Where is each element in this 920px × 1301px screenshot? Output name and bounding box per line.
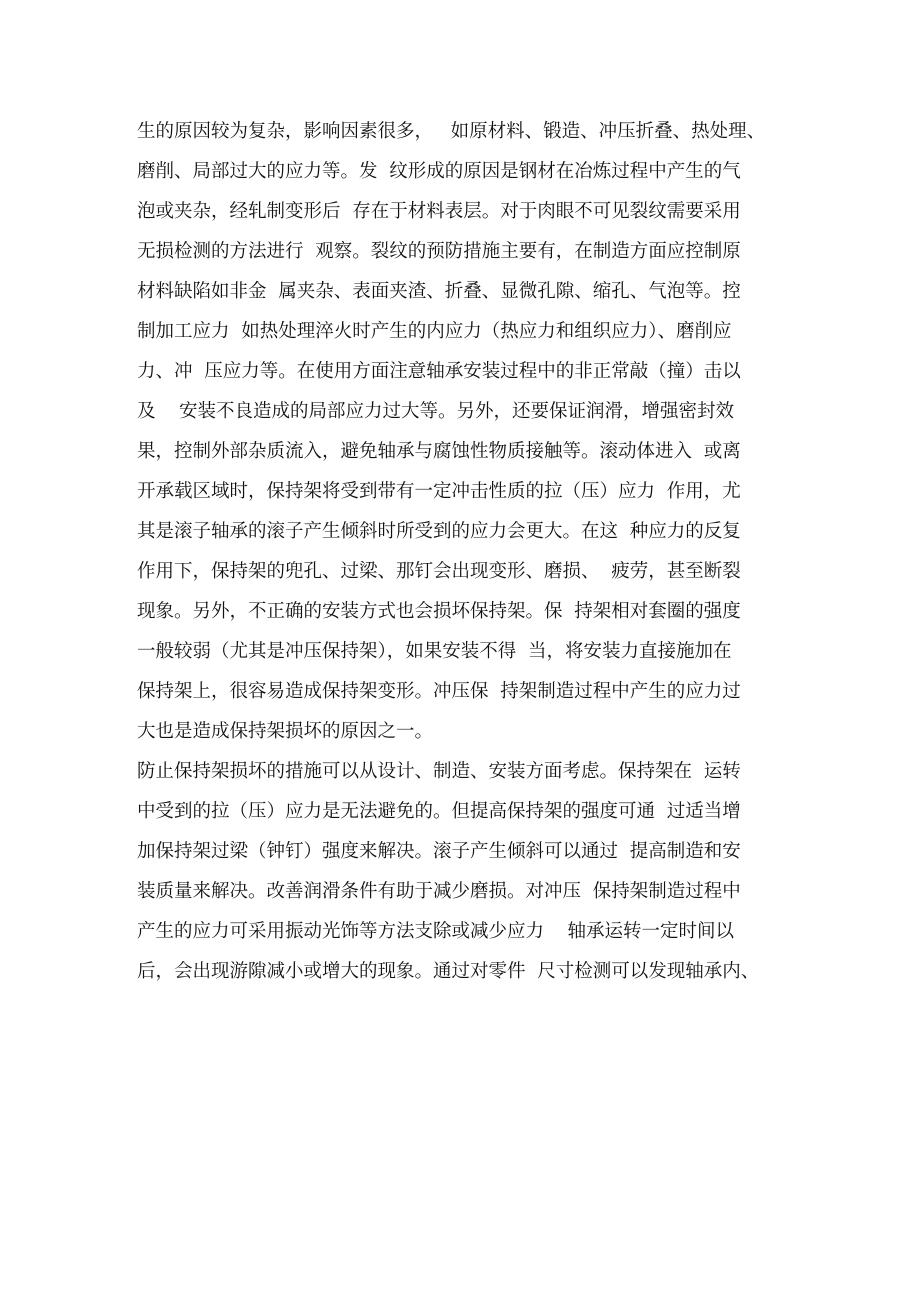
text-line: 其是滚子轴承的滚子产生倾斜时所受到的应力会更大。在这 种应力的反复 — [137, 521, 741, 542]
text-line: 大也是造成保持架损坏的原因之一。 — [137, 721, 434, 742]
text-line: 现象。另外，不正确的安装方式也会损坏保持架。保 持架相对套圈的强度 — [137, 601, 741, 622]
text-line: 装质量来解决。改善润滑条件有助于减少磨损。对冲压 保持架制造过程中 — [137, 881, 741, 902]
text-line: 防止保持架损坏的措施可以从设计、制造、安装方面考虑。保持架在 运转 — [137, 761, 741, 782]
text-line: 保持架上，很容易造成保持架变形。冲压保 持架制造过程中产生的应力过 — [137, 681, 741, 702]
text-line: 制加工应力 如热处理淬火时产生的内应力（热应力和组织应力）、磨削应 — [137, 321, 732, 342]
text-line: 生的原因较为复杂，影响因素很多， 如原材料、锻造、冲压折叠、热处理、 — [137, 121, 766, 142]
text-line: 一般较弱（尤其是冲压保持架），如果安装不得 当，将安装力直接施加在 — [137, 641, 732, 662]
text-line: 果，控制外部杂质流入，避免轴承与腐蚀性物质接触等。滚动体进入 或离 — [137, 441, 741, 462]
text-line: 中受到的拉（压）应力是无法避免的。但提高保持架的强度可通 过适当增 — [137, 801, 741, 822]
text-line: 磨削、局部过大的应力等。发 纹形成的原因是钢材在冶炼过程中产生的气 — [137, 161, 741, 182]
text-line: 力、冲 压应力等。在使用方面注意轴承安装过程中的非正常敲（撞）击以 — [137, 361, 741, 382]
text-line: 产生的应力可采用振动光饰等方法支除或减少应力 轴承运转一定时间以 — [137, 921, 735, 942]
text-line: 后，会出现游隙减小或增大的现象。通过对零件 尺寸检测可以发现轴承内、 — [137, 961, 760, 982]
text-line: 材料缺陷如非金 属夹杂、表面夹渣、折叠、显微孔隙、缩孔、气泡等。控 — [137, 281, 741, 302]
text-line: 无损检测的方法进行 观察。裂纹的预防措施主要有，在制造方面应控制原 — [137, 241, 741, 262]
text-line: 及 安装不良造成的局部应力过大等。另外，还要保证润滑，增强密封效 — [137, 401, 735, 422]
text-line: 加保持架过梁（钟钉）强度来解决。滚子产生倾斜可以通过 提高制造和安 — [137, 841, 741, 862]
text-line: 作用下，保持架的兜孔、过梁、那钉会出现变形、磨损、 疲劳，甚至断裂 — [137, 561, 741, 582]
text-line: 泡或夹杂，经轧制变形后 存在于材料表层。对于肉眼不可见裂纹需要采用 — [137, 201, 741, 222]
text-line: 开承载区域时，保持架将受到带有一定冲击性质的拉（压）应力 作用，尤 — [137, 481, 741, 502]
